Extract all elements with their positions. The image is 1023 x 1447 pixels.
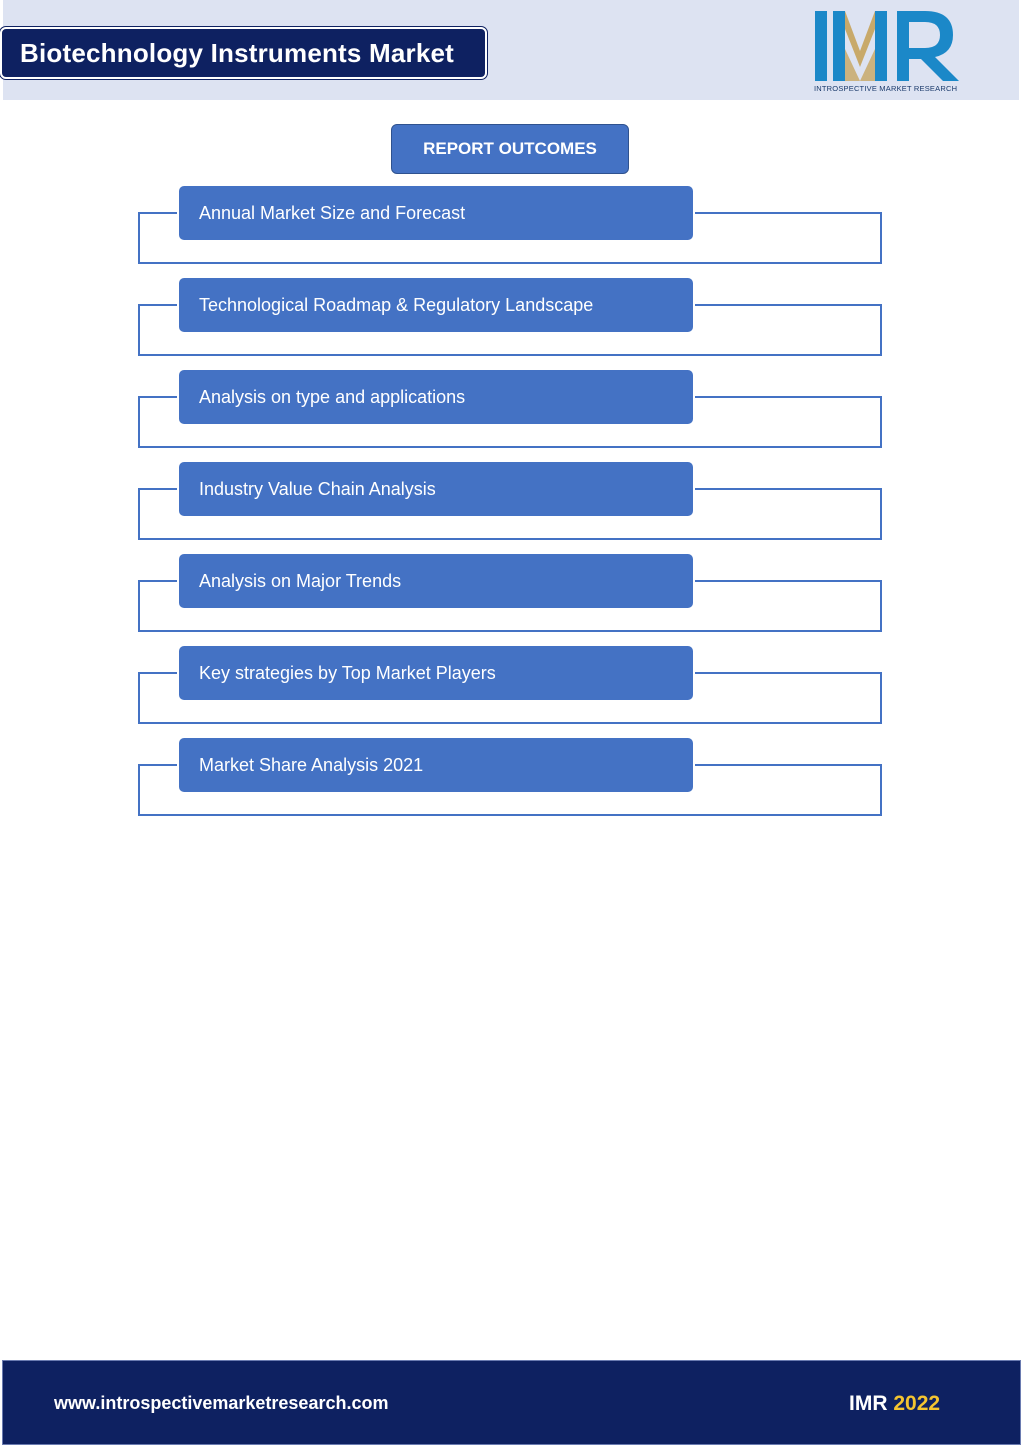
report-outcomes-label: REPORT OUTCOMES [423,139,597,158]
footer-brand [849,1392,940,1416]
outcome-label: Industry Value Chain Analysis [199,478,436,499]
outcome-tab [177,644,695,702]
report-outcomes-heading [391,124,629,174]
footer [2,1360,1021,1445]
website-link[interactable]: www.introspectivemarketresearch.com [54,1393,389,1413]
outcome-label: Technological Roadmap & Regulatory Landscape [199,294,594,315]
outcome-item [138,736,883,828]
outcome-label: Market Share Analysis 2021 [199,754,424,775]
outcome-tab [177,184,695,242]
outcome-item [138,552,883,644]
outcome-tab [177,552,695,610]
outcome-item [138,460,883,552]
outcome-tab [177,736,695,794]
outcome-label: Annual Market Size and Forecast [199,202,466,223]
page-title: Biotechnology Instruments Market [20,37,455,68]
outcome-tab [177,460,695,518]
outcome-item [138,184,883,276]
outcome-label: Analysis on type and applications [199,386,466,407]
outcome-label: Key strategies by Top Market Players [199,662,496,683]
outcome-item [138,368,883,460]
outcome-tab [177,368,695,426]
outcome-item [138,276,883,368]
outcome-tab [177,276,695,334]
outcome-item [138,644,883,736]
footer-brand-name: IMR [849,1392,888,1415]
logo-caption: INTROSPECTIVE MARKET RESEARCH [814,84,958,93]
footer-brand-year: 2022 [893,1392,941,1415]
outcome-label: Analysis on Major Trends [199,570,402,591]
page-title-box [0,27,487,79]
